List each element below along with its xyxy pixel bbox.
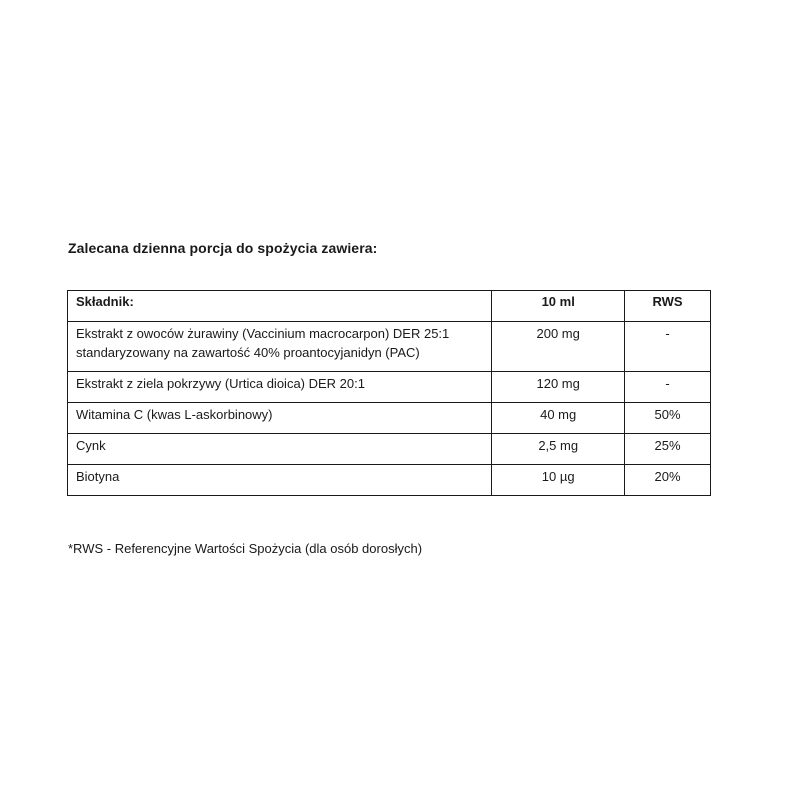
ingredient-rws: 25% bbox=[625, 434, 711, 465]
ingredients-table bbox=[67, 290, 711, 496]
table-row bbox=[68, 434, 711, 465]
ingredient-name: Ekstrakt z owoców żurawiny (Vaccinium macrocarpon) DER 25:1 standaryzowany na zawartość 40% proantocyjanidyn (PAC) bbox=[68, 322, 492, 372]
table-header-row bbox=[68, 291, 711, 322]
header-rws: RWS bbox=[625, 291, 711, 322]
ingredient-name: Witamina C (kwas L-askorbinowy) bbox=[68, 403, 492, 434]
ingredient-rws: - bbox=[625, 372, 711, 403]
ingredient-amount: 120 mg bbox=[492, 372, 625, 403]
footnote: *RWS - Referencyjne Wartości Spożycia (dla osób dorosłych) bbox=[68, 541, 423, 556]
ingredient-rws: - bbox=[625, 322, 711, 372]
section-heading: Zalecana dzienna porcja do spożycia zawiera: bbox=[68, 240, 378, 256]
ingredient-rws: 50% bbox=[625, 403, 711, 434]
ingredient-amount: 10 µg bbox=[492, 465, 625, 496]
table-row bbox=[68, 322, 711, 372]
ingredient-amount: 40 mg bbox=[492, 403, 625, 434]
ingredient-name: Ekstrakt z ziela pokrzywy (Urtica dioica) DER 20:1 bbox=[68, 372, 492, 403]
ingredient-amount: 2,5 mg bbox=[492, 434, 625, 465]
header-ingredient: Składnik: bbox=[68, 291, 492, 322]
header-amount: 10 ml bbox=[492, 291, 625, 322]
ingredient-name: Cynk bbox=[68, 434, 492, 465]
table-row bbox=[68, 403, 711, 434]
ingredient-amount: 200 mg bbox=[492, 322, 625, 372]
ingredient-name: Biotyna bbox=[68, 465, 492, 496]
table-row bbox=[68, 465, 711, 496]
table-row bbox=[68, 372, 711, 403]
ingredient-rws: 20% bbox=[625, 465, 711, 496]
